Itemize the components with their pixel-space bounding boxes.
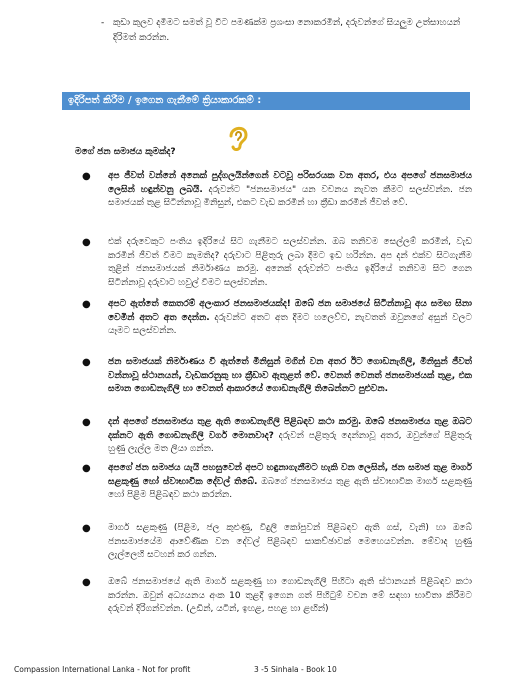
bullet-dot: ● [82,171,91,182]
bullet-item [82,170,472,211]
bullet-text: දරුවන් පළිතුරු දෙන්නාවූ අතර, ඔවුන්ගේ පිළිතුරු හුණු ලැල්ල මත ලියා ගන්න. [108,430,472,454]
section-header-bar [62,92,470,110]
bullet-item [82,522,472,563]
bullet-dot: ● [82,357,91,368]
bullet-lead: අප ජීවත් වන්නේ අනෙක් පුද්ගලයින්ගෙන් වටවූ පරිසරයක වන අතර, එය අපගේ ජනසමාජය ලෙසින් හඳුන්වනු ලබයි. [108,171,472,195]
bullet-item [82,416,472,457]
bullet-dot: ● [82,577,91,588]
bullet-lead: අපගේ ජන සමාජය යැයි පහසුවෙන් අපට හඳුනාගැනීමට හැකි වන ලෙසින්, ජන සමාජ තුළ මාර්ග සළකුණු හෝ ස්වාභාවික දේවල් තිබේ. [108,463,472,487]
list-dash: - [101,18,105,28]
bullet-item [82,576,472,617]
bullet-text: එක් දරුවෙකුට පංතිය ඉදිරියේ සිට ගැනීමට සලස්වන්න. ඔබ තනිවම සෙල්ලම් කරමින්, වැඩ කරමින් ජීවත් වීමට කැමතිද? දරුවාට පිළිතුරු ලබා දීමට ඉඩ හරින්න. අප දන් එක්ව සිටගැනීම තුළින් ජනසමාජයක් නිර්මාණය කරමු. අනෙක් දරුවන්ට පංතිය ඉදිරියේ තනිවම සිට ගෙන සිටින්නාවූ දරුවාට හවුල් වීමට සලස්වන්න. [108,237,472,288]
bullet-text: ඔබගේ ජනසමාජය තුළ ඇති ස්වාභාවික මාර්ග සළකුණු හෝ පිළිම පිළිබඳව කථා කරන්න. [108,476,473,500]
bullet-lead: දන් අපගේ ජනසමාජය තුළ ඇති ගොඩනැගිලි පිළිබඳව කථා කරමු. ඔබේ ජනසමාජය තුළ ඔබට දක්නට ඇති ගොඩනැගිලි වර්ග මොනවාද? [108,417,472,441]
footer-book-label: 3 -5 Sinhala - Book 10 [254,665,337,674]
footer-organization: Compassion International Lanka - Not for profit [14,665,191,674]
bullet-text: ඔබේ ජනසමාජයේ ඇති මාර්ග සළකුණු හා ගොඩනැගිලි පිහිටා ඇති ස්ථානයන් පිළිබඳව කථා කරන්න. ඔවුන් අධ්‍යයනය අංක 10 තුළදී ඉගෙන ගත් පිහිටුම් වචන මේ සඳහා භාවිතා කිරීමට දරුවන් දිරිගන්වන්න. (උඩින්, යටින්, ඉහළ, පහළ හා ළඟින්) [108,577,472,614]
bullet-text: දරුවන්ට "ජනසමාජය" යන වචනය නැවත කීමට සලස්වන්න. ජන සමාජයක් තුළ සිටින්නාවූ මිනිසුන්, එකට වැඩ කරමින් හා ක්‍රීඩා කරමින් ජීවත් වේ. [108,184,472,208]
bullet-text: මාර්ග සළකුණු (පිළිම, ජල කුළුණු, විදුලි කෝපුවන් පිළිබඳව ඇති ගස්, වැනි) හා ඔබේ ජනසමාජයේම ආවේණික වන දේවල් පිළිබඳව සාකච්ඡාවක් මෙහෙයවන්න. මේවාද හුණු ලැල්ලෙහි සටහන් කර ගන්න. [108,523,472,560]
bullet-item [82,462,473,503]
bullet-lead: අපට ඇත්තේ කෙතරම් අලංකාර ජනසමාජයක්ද! ඔබේ ජන සමාජයේ සිටින්නාවූ අය සමඟ සිනා වෙමින් අතට අත දෙන්න. [108,299,472,323]
section-title: ඉදිරිපත් කිරීම / ඉගෙන ගැනීමේ ක්‍රියාකාරකම් : [68,95,262,106]
bullet-text: දරුවන්ට අතට අත දීමට හලෙව්ව, නැවතත් ඔවුනගේ අසුන් වලට යෑමට සලස්වන්න. [108,312,472,336]
bullet-dot: ● [82,417,91,428]
section-question: මගේ ජන සමාජය කුමක්ද? [75,147,176,157]
top-list-item [101,16,468,46]
bullet-lead: ජන සමාජයක් නිර්මාණය වී ඇත්තේ මිනිසුන් මගින් වන අතර ඊට ගොඩනැගිලි, මිනිසුන් ජීවත් වන්නාවූ ස්ථානයන්, වැඩකරනුකු හා ක්‍රීඩාව ඇතුළත් වේ. වෙනත් වෙනත් ජනසමාජයක් තුළ, එක සමාන ගොඩනැගිලි හා වෙනත් ආකාරයේ ගොඩනැගිලි තිබෙන්නට පුළුවන. [108,357,472,394]
bullet-item [82,236,472,290]
bullet-dot: ● [82,299,91,310]
ear-icon [225,122,251,152]
bullet-dot: ● [82,237,91,248]
bullet-item [82,356,472,397]
top-item-text: කුඩා කුලව දමීමට සමත් වූ විට පමණක්ම ප්‍රශංසා නොකරමින්, දරුවන්ගේ සියලුම උත්සාහයන් දිරිමත් කරන්න. [113,18,461,43]
bullet-dot: ● [82,523,91,534]
bullet-item [82,298,472,339]
bullet-dot: ● [82,463,91,474]
